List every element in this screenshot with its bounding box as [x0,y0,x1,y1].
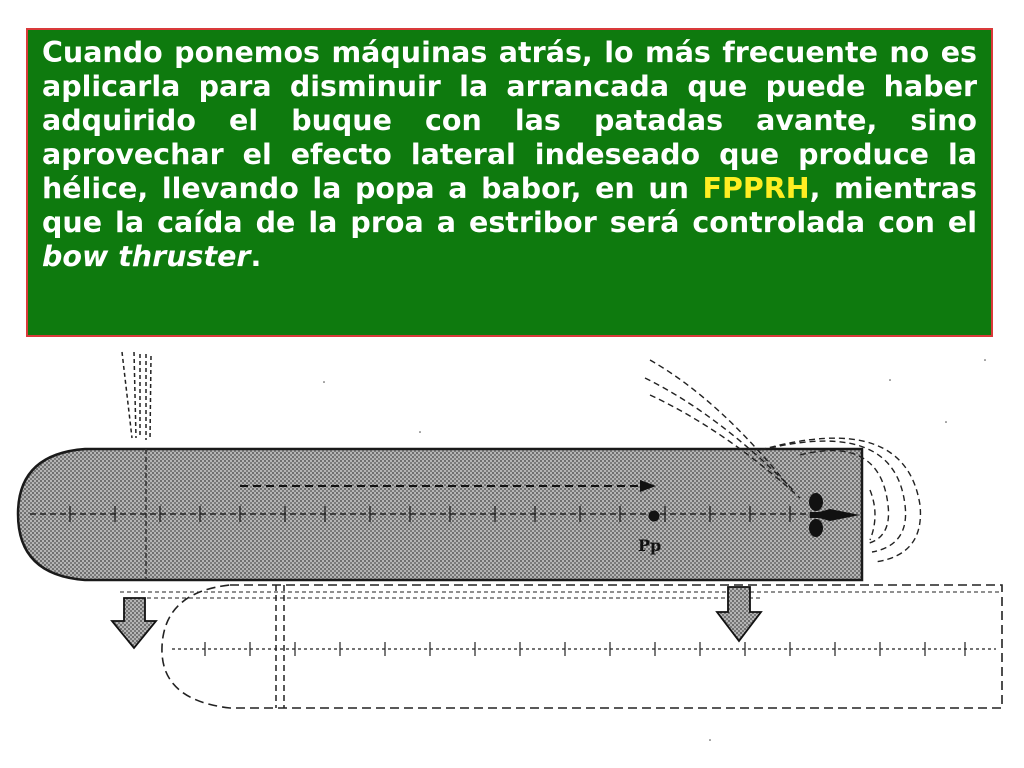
text-part-1: Cuando ponemos máquinas atrás, lo más frecuente no es aplicarla para disminuir la arrancada que puede haber adquirido el buque con las patadas avante, sino aprovechar el efecto lateral indeseado que produce la hélice, llevando la popa a babor, en un [42,36,977,205]
bow-thruster-jet [122,352,151,440]
ship-hull [18,449,862,580]
ghost-ship-final-position [120,585,1002,708]
pivot-point-icon [649,511,660,522]
ship-maneuver-diagram [0,340,1024,768]
text-part-2: , mientras que la caída de la proa a estribor será controlada con el [42,172,977,239]
down-arrow-icon [112,598,156,648]
highlight-fpprh: FPPRH [702,172,810,205]
down-arrow-icon [717,587,761,641]
pivot-label: Pp [638,536,662,555]
text-part-3: . [250,240,262,273]
explanation-textbox [26,28,993,337]
italic-bow-thruster: bow thruster [42,240,251,273]
